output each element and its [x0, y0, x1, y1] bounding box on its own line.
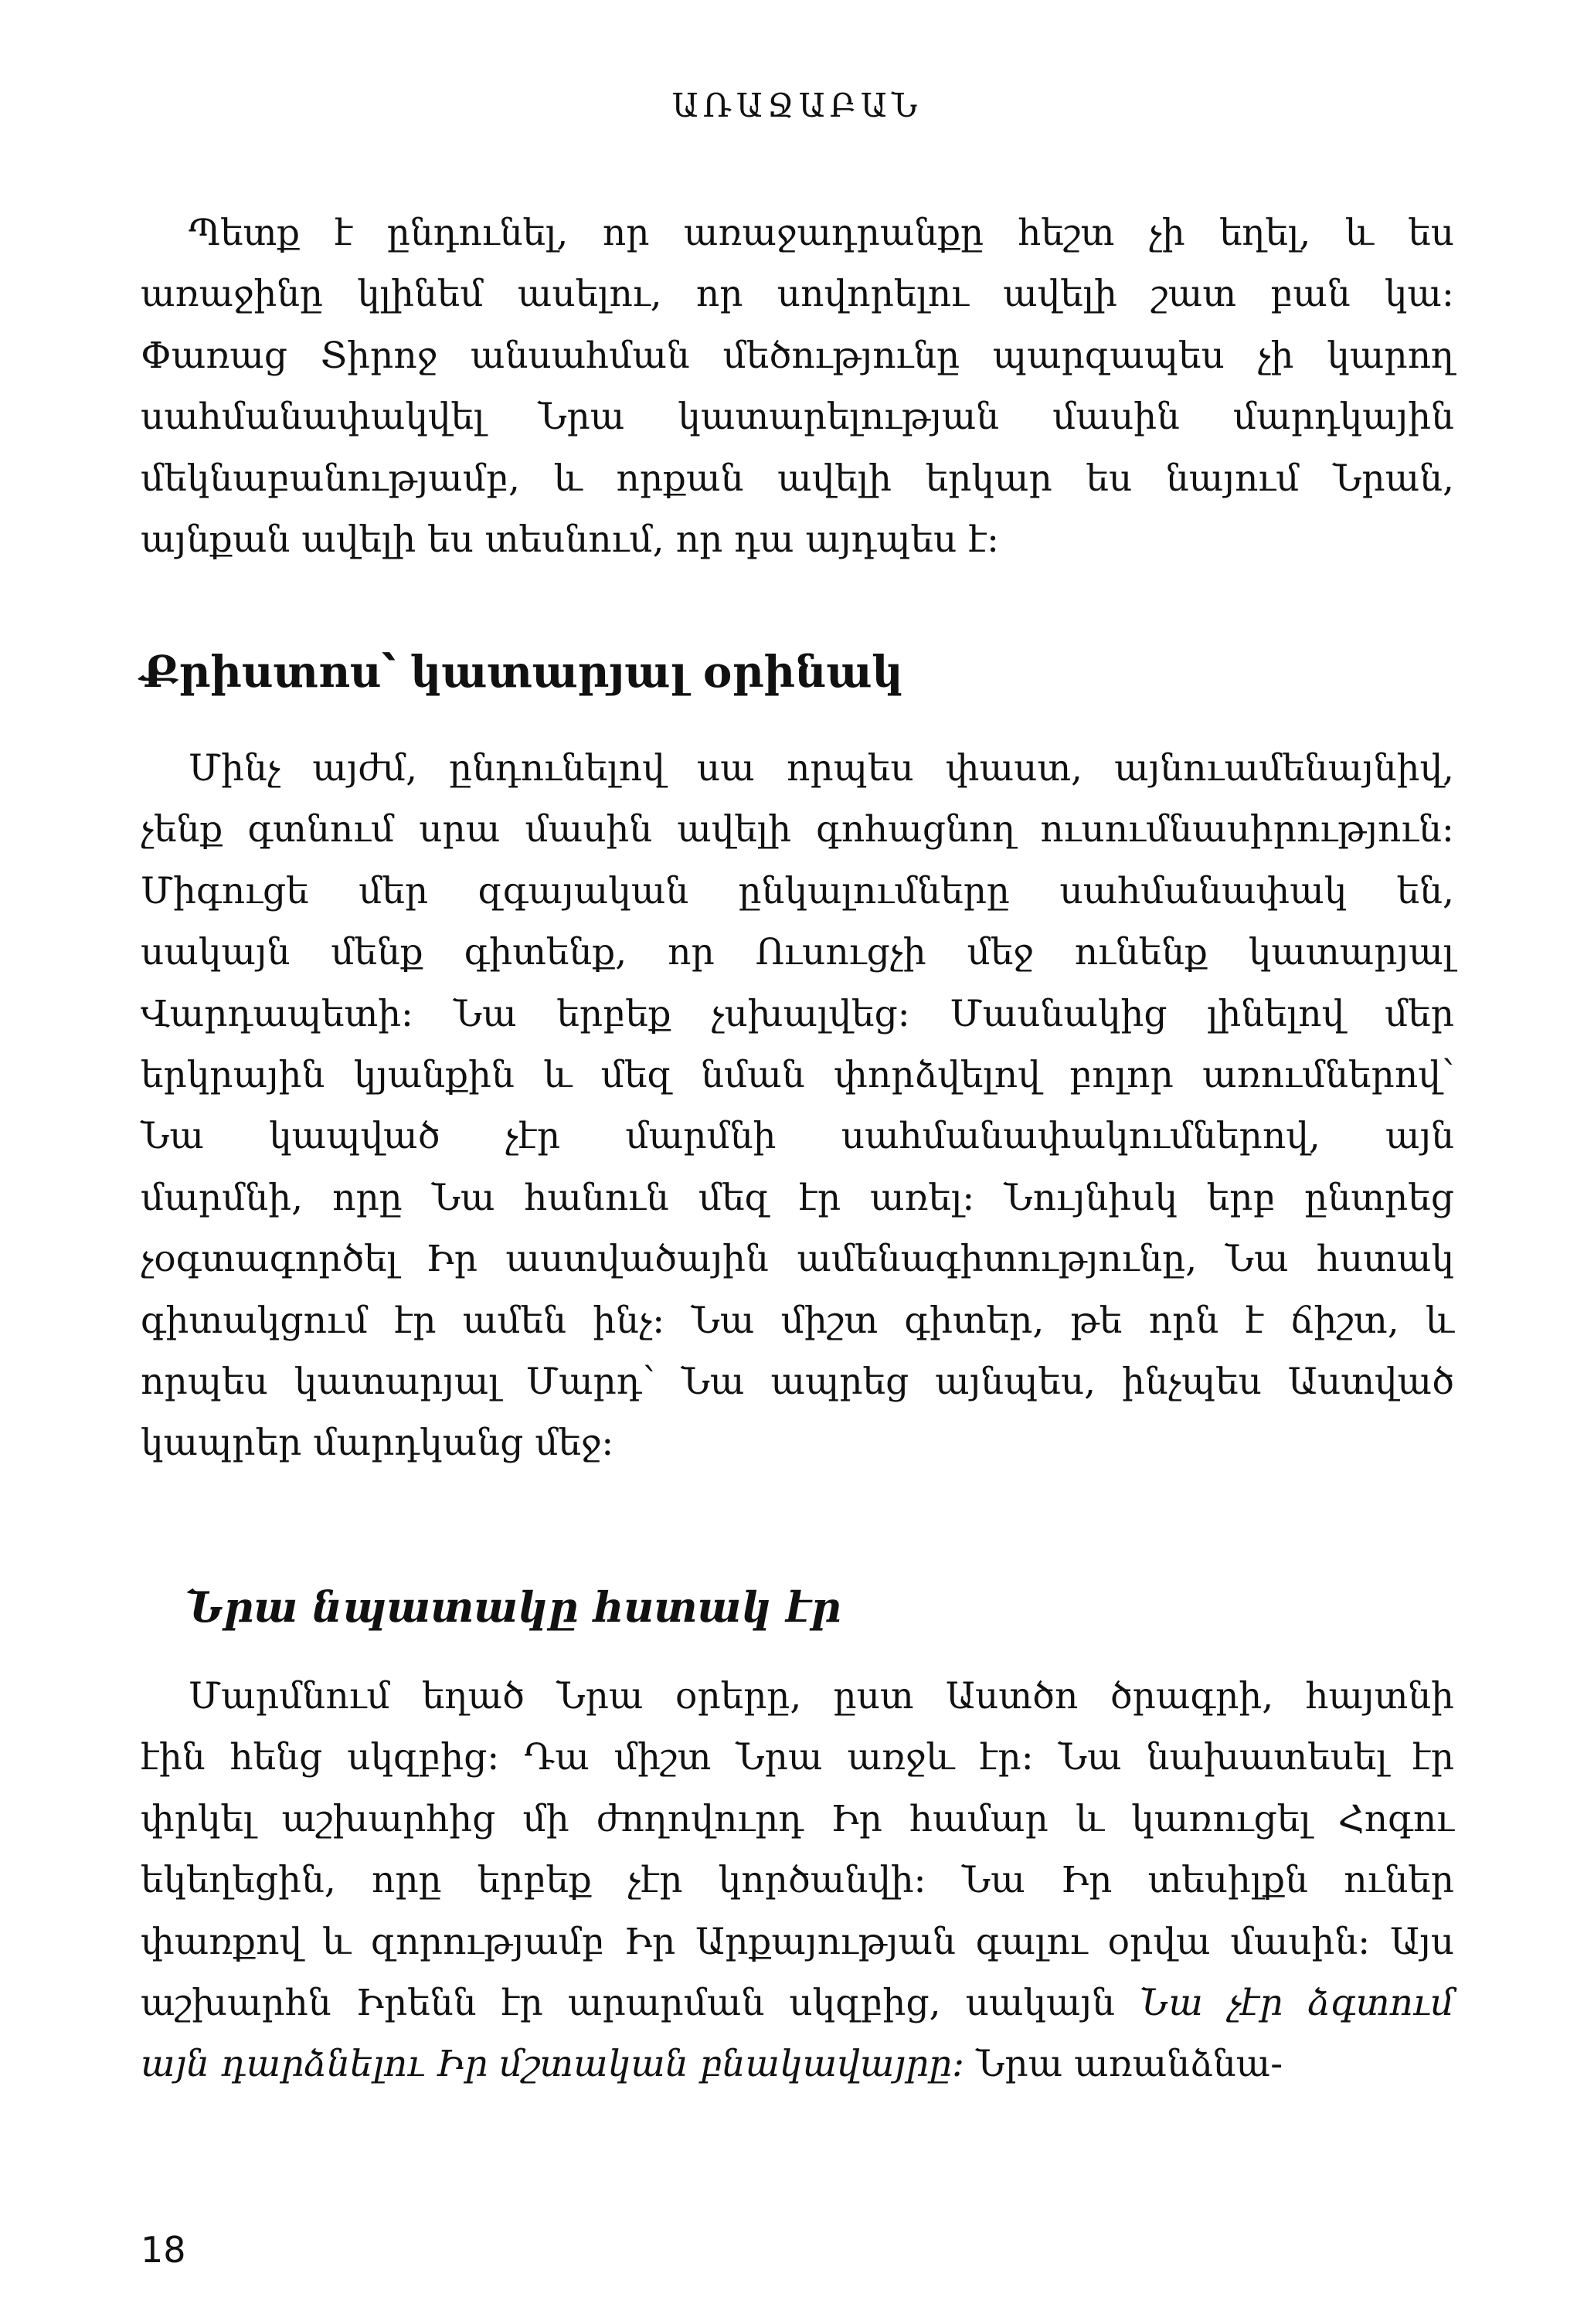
italic-phrase: Նա չէր ձգտում	[1140, 1982, 1454, 2025]
paragraph-1-line: Պետք է ընդունել, որ առաջադրանքը հեշտ չի եղել, և ես	[189, 212, 1454, 254]
paragraph-3-line: Մարմնում եղած Նրա օրերը, ըստ Աստծո ծրագրի, հայտնի	[189, 1675, 1454, 1718]
section-heading-2: Նրա նպատակը հստակ էր	[185, 1582, 841, 1632]
paragraph-1	[141, 202, 1454, 570]
paragraph-2	[141, 738, 1454, 1474]
paragraph-3-line-6-text: աշխարհն Իրենն էր արարման սկզբից, սակայն	[141, 1982, 1115, 2025]
paragraph-3-line-7-tail: Նրա առանձնա-	[976, 2043, 1283, 2086]
paragraph-3-line: եկեղեցին, որը երբեք չէր կործանվի։ Նա Իր տեսիլքն ուներ	[141, 1859, 1454, 1902]
paragraph-2-line: Մինչ այժմ, ընդունելով սա որպես փաստ, այնուամենայնիվ,	[189, 747, 1454, 790]
paragraph-2-line: Վարդապետի։ Նա երբեք չսխալվեց։ Մասնակից լինելով մեր	[141, 992, 1454, 1035]
paragraph-2-line: Նա կապված չէր մարմնի սահմանափակումներով, այն	[141, 1115, 1454, 1158]
paragraph-2-line: որպես կատարյալ Մարդ՝ Նա ապրեց այնպես, ինչպես Աստված	[141, 1361, 1454, 1404]
paragraph-2-line: կապրեր մարդկանց մեջ։	[141, 1422, 614, 1465]
paragraph-2-line: Միգուցե մեր զգայական ընկալումները սահմանափակ են,	[141, 869, 1454, 912]
paragraph-1-line: առաջինը կլինեմ ասելու, որ սովորելու ավելի շատ բան կա։	[141, 273, 1454, 316]
paragraph-3-line	[141, 1972, 1454, 2034]
paragraph-1-line: սահմանափակվել Նրա կատարելության մասին մարդկային	[141, 396, 1454, 439]
paragraph-2-line: սակայն մենք գիտենք, որ Ուսուցչի մեջ ունենք կատարյալ	[141, 931, 1454, 974]
italic-phrase: այն դարձնելու Իր մշտական բնակավայրը։	[141, 2043, 965, 2086]
paragraph-1-line: մեկնաբանությամբ, և որքան ավելի երկար ես նայում Նրան,	[141, 457, 1454, 500]
paragraph-3-line: էին հենց սկզբից։ Դա միշտ Նրա առջև էր։ Նա նախատեսել էր	[141, 1736, 1454, 1779]
paragraph-3-line: փառքով և զորությամբ Իր Արքայության գալու օրվա մասին։ Այս	[141, 1920, 1454, 1963]
page-number: 18	[141, 2229, 186, 2271]
paragraph-1-line: Փառաց Տիրոջ անսահման մեծությունը պարզապես չի կարող	[141, 334, 1454, 377]
paragraph-3-line: փրկել աշխարհից մի ժողովուրդ Իր համար և կառուցել Հոգու	[141, 1797, 1454, 1840]
paragraph-2-line: չօգտագործել Իր աստվածային ամենագիտությունը, Նա հստակ	[141, 1238, 1454, 1281]
paragraph-2-line: երկրային կյանքին և մեզ նման փորձվելով բոլոր առումներով՝	[141, 1054, 1454, 1097]
paragraph-3-line	[141, 2034, 1454, 2095]
paragraph-3	[141, 1666, 1454, 2095]
paragraph-1-line: այնքան ավելի ես տեսնում, որ դա այդպես է։	[141, 518, 1000, 562]
paragraph-2-line: գիտակցում էր ամեն ինչ։ Նա միշտ գիտեր, թե որն է ճիշտ, և	[141, 1299, 1454, 1342]
paragraph-2-line: մարմնի, որը Նա հանուն մեզ էր առել։ Նույնիսկ երբ ընտրեց	[141, 1176, 1454, 1219]
paragraph-2-line: չենք գտնում սրա մասին ավելի գոհացնող ուսումնասիրություն։	[141, 808, 1454, 851]
running-header: ԱՌԱՋԱԲԱՆ	[671, 87, 923, 124]
section-heading-1: Քրիստոս՝ կատարյալ օրինակ	[141, 647, 903, 698]
